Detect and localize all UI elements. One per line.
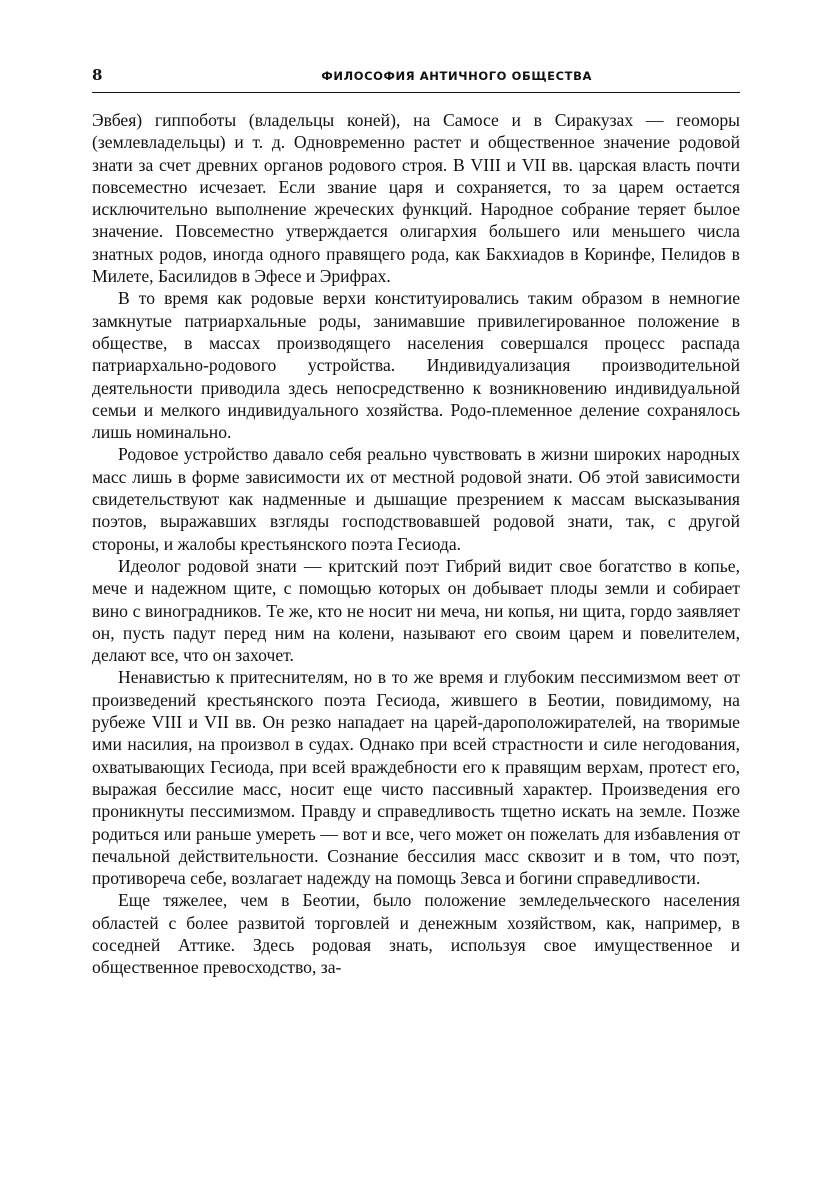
- paragraph-6: Еще тяжелее, чем в Беотии, было положение земледельческого населения областей с более развитой торговлей и денежным хозяйством, как, например, в соседней Аттике. Здесь родовая знать, используя свое имущественное и общественное превосходство, за-: [92, 890, 740, 978]
- body-text: [92, 109, 740, 979]
- book-page: [92, 66, 740, 979]
- paragraph-1: Эвбея) гиппоботы (владельцы коней), на Самосе и в Сиракузах — геоморы (землевладельцы) и т. д. Одновременно растет и общественное значение родовой знати за счет древних органов родового строя. В VIII и VII вв. царская власть почти повсеместно исчезает. Если звание царя и сохраняется, то за царем остается исключительно выполнение жреческих функций. Народное собрание теряет былое значение. Повсеместно утверждается олигархия большего или меньшего числа знатных родов, иногда одного правящего рода, как Бакхиадов в Коринфе, Пелидов в Милете, Басилидов в Эфесе и Эрифрах.: [92, 110, 740, 287]
- running-title: ФИЛОСОФИЯ АНТИЧНОГО ОБЩЕСТВА: [321, 69, 592, 83]
- paragraph-3: Родовое устройство давало себя реально чувствовать в жизни широких народных масс лишь в форме зависимости их от местной родовой знати. Об этой зависимости свидетельствуют как надменные и дышащие презрением к массам высказывания поэтов, выражавших взгляды господствовавшей родовой знати, так, с другой стороны, и жалобы крестьянского поэта Гесиода.: [92, 444, 740, 554]
- page-number: 8: [92, 66, 103, 84]
- paragraph-5: Ненавистью к притеснителям, но в то же время и глубоким пессимизмом веет от произведений крестьянского поэта Гесиода, жившего в Беотии, повидимому, на рубеже VIII и VII вв. Он резко нападает на царей-дароположирателей, на творимые ими насилия, на произвол в судах. Однако при всей страстности и силе негодования, охватывающих Гесиода, при всей враждебности его к правящим верхам, протест его, выражая бессилие масс, носит еще чисто пассивный характер. Произведения его проникнуты пессимизмом. Правду и справедливость тщетно искать на земле. Позже родиться или раньше умереть — вот и все, чего может он пожелать для избавления от печальной действительности. Сознание бессилия масс сквозит и в том, что поэт, противореча себе, возлагает надежду на помощь Зевса и богини справедливости.: [92, 667, 740, 889]
- paragraph-4: Идеолог родовой знати — критский поэт Гибрий видит свое богатство в копье, мече и надежном щите, с помощью которых он добывает плоды земли и собирает вино с виноградников. Те же, кто не носит ни меча, ни копья, ни щита, гордо заявляет он, пусть падут перед ним на колени, называют его своим царем и повелителем, делают все, что он захочет.: [92, 555, 740, 666]
- running-head: [92, 66, 740, 93]
- paragraph-2: В то время как родовые верхи конституировались таким образом в немногие замкнутые патриархальные роды, занимавшие привилегированное положение в обществе, в массах производящего населения совершался процесс распада патриархально-родового устройства. Индивидуализация производительной деятельности приводила здесь непосредственно к возникновению индивидуальной семьи и мелкого индивидуального хозяйства. Родо-племенное деление сохранялось лишь номинально.: [92, 288, 740, 443]
